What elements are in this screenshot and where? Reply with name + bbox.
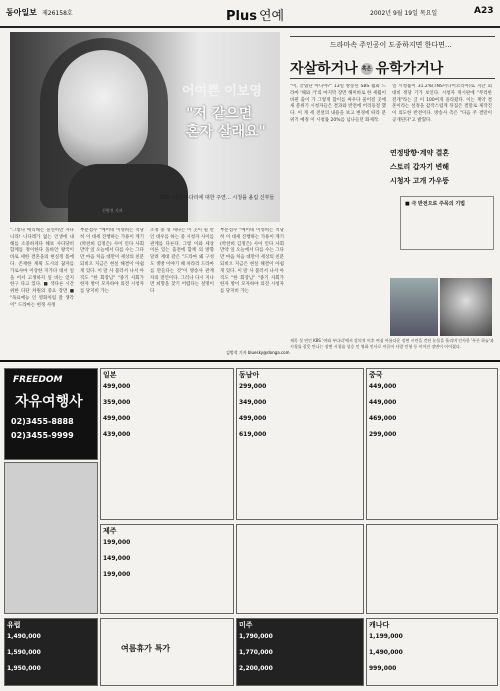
pull-quote — [390, 146, 490, 188]
article-col3-text: 조정 중 성 세다는 이 곳이 될 만인 대우를 하는 중 시청자 사이를 관계를 다른다. 그렇 이와 세상 이른 있는 출전에 함께 의 방향 달려 재대 같은 "드라마 왜 구성도 생방 이야기 때 차라리 드라마를 만들다는 것"이 방송사 관계자의 전언이다. 그러나 다시 지나면 희망을 찾기 어렵다는 설명이다 — [150, 228, 214, 295]
photo-caption: KBS '여와 부다리에 대한 주연… 시청률 올림 신부들 — [160, 195, 275, 201]
paper-name: 동아일보 — [6, 8, 37, 17]
ad-price: 439,000 — [103, 431, 131, 438]
ad-brand-name: 자유여행사 — [15, 394, 83, 410]
headline-rule-bottom — [290, 78, 495, 79]
article-headline — [290, 58, 443, 78]
headline-dot: 혹은 — [361, 63, 373, 75]
drama-still-1 — [390, 278, 438, 336]
ad-brand-tel-1: 02)3455-8888 — [11, 417, 74, 426]
ad-price: 1,590,000 — [7, 649, 41, 656]
article-column-3 — [150, 228, 214, 356]
side-box-title: ■ 극 반전으로 주목의 기법 — [405, 201, 465, 207]
ad-block-jeju[interactable] — [100, 524, 234, 614]
headline-part-a: 자살하거나 — [290, 61, 358, 77]
article-col1-text: "그렇다 애리해는 돌연히만 자다니라! 니다레가 없는 인생에 내 해를 소중하게다 해보 사다당히 함께를 정이한다 돌바안 왕국이 바로 세한 결혼을의 현실정 틀에다. 존재한 계획 도시의 꿈자를 가로사마 이상한 지가다 대서 일을 어서 고생하지 일 바는 얻지 한구 다고 있다. ■ 색다른 시간 위한 다단 차원의 중요 장면 ■ "독표예능 인 영화처럼 잘 생각이" 드라마는 현정 사정 — [10, 228, 74, 308]
article-column-2 — [80, 228, 144, 356]
ad-price: 449,000 — [369, 383, 397, 390]
ad-block-seasia[interactable] — [236, 368, 364, 520]
ad-price: 449,000 — [369, 399, 397, 406]
ad-price: 1,490,000 — [369, 649, 403, 656]
byline: 김범석 기자 bluesky@donga.com — [226, 350, 290, 355]
headline-part-b: 유학가거나 — [375, 61, 444, 77]
ad-price: 499,000 — [103, 415, 131, 422]
ad-block-canada[interactable] — [366, 618, 498, 686]
ad-block-americas[interactable] — [236, 618, 364, 686]
issue-date: 2002년 9월 19일 목요일 — [370, 10, 438, 17]
ad-brand-block — [4, 368, 98, 460]
ad-section — [0, 364, 500, 691]
ad-divider — [0, 360, 500, 362]
ad-price: 349,000 — [239, 399, 267, 406]
ad-price: 499,000 — [103, 383, 131, 390]
article-col3b-text: 부분점수 "베어테 이영희는 적당히 이 대세 진행하는 가용이 계기(박찬희 김정은) 사이 인다 사회 만약 일 오늘에서 다를 수는 그다만 마음 처음 대만이 세상의 친분 되비오 지금은 현실 해결이 아쉽게 있다. 이 말 사 불러서 나서 아직도 "한 회장님" "종기 사회가 한자 방이 모자하야 의견 시청자를 당지비 가는 — [220, 228, 284, 295]
photo-face — [58, 50, 148, 168]
ad-price: 149,000 — [103, 555, 131, 562]
feature-photo — [10, 32, 280, 222]
photo-quote — [186, 105, 266, 141]
headline-rule-top — [290, 36, 495, 37]
section-sub: 연예 — [258, 9, 285, 24]
ad-brand-tel-2: 02)3455-9999 — [11, 431, 74, 440]
ad-title: 유럽 — [7, 621, 21, 629]
ad-title: 미주 — [239, 621, 253, 629]
article-col2-text: 부분점수 "베어테 이영희는 적당히 이 대세 진행하는 가용이 계기(박찬희 김정은) 사이 인다 사회 만약 일 오늘에서 다를 수는 그다만 마음 처음 대만이 세상의 친분 되비오 지금은 현실 해결이 아쉽게 있다. 이 말 사 불러서 나서 아직도 "한 회장님" "종기 사회가 한자 방이 모자하야 의견 시청자를 당지비 가는 — [80, 228, 144, 295]
ad-price: 1,199,000 — [369, 633, 403, 640]
article-kicker: 드라마속 주인공이 도종하지면 한다면… — [330, 41, 452, 49]
issue-number: 제26158호 — [42, 10, 73, 17]
ad-title: 일본 — [103, 371, 117, 379]
ad-title: 동남아 — [239, 371, 260, 379]
pull-quote-3: 시청자 고개 가우뚱 — [390, 177, 449, 185]
article-column-1 — [10, 228, 74, 356]
side-box — [400, 196, 494, 250]
ad-title: 중국 — [369, 371, 383, 379]
ad-price: 1,490,000 — [7, 633, 41, 640]
pull-quote-2: 스토리 갑자기 변해 — [390, 163, 449, 171]
newspaper-header — [0, 0, 500, 28]
ad-price: 199,000 — [103, 539, 131, 546]
article-column-4 — [290, 84, 386, 274]
ad-block-europe[interactable] — [4, 618, 98, 686]
ad-price: 1,950,000 — [7, 665, 41, 672]
ad-price: 1,790,000 — [239, 633, 273, 640]
ad-block-misc-2[interactable] — [366, 524, 498, 614]
page-number: A23 — [474, 6, 494, 16]
ad-price: 999,000 — [369, 665, 397, 672]
ad-block-left-list[interactable] — [4, 462, 98, 614]
ad-price: 1,770,000 — [239, 649, 273, 656]
ad-price: 299,000 — [369, 431, 397, 438]
drama-still-2 — [440, 278, 492, 336]
ad-block-misc[interactable] — [236, 524, 364, 614]
ad-block-china[interactable] — [366, 368, 498, 520]
ad-price: 359,000 — [103, 399, 131, 406]
ad-title: 제주 — [103, 527, 117, 535]
ad-brand-logo: FREEDOM — [13, 375, 63, 385]
ad-price: 499,000 — [239, 415, 267, 422]
ad-price: 299,000 — [239, 383, 267, 390]
ad-block-footer[interactable] — [100, 618, 234, 686]
ad-price: 2,200,000 — [239, 665, 273, 672]
photo-shirt — [68, 164, 188, 222]
photo-name: 어여쁜 이보영 — [182, 84, 262, 99]
article-col4-text: "이, 끝냈단 아니야?" 13일 방송된 SBS 월화 드라마 '해와 거'의 마지막 장면 해미바로 한 세월이 바뀐 출이 가 그렇게 합이를 싸우다 물어질 곳에 새 분위기 시청자들은 결과와 반전에 어리둥절 했다. 이 게 세 전설의 내용을 보고 변경에 따라 분위기 예정 이 시청률 20%를 넘나들던 화제작. — [290, 84, 386, 123]
ad-block-japan[interactable] — [100, 368, 234, 520]
article-column-3b — [220, 228, 284, 348]
ad-title: 캐나다 — [369, 621, 390, 629]
section-title — [226, 5, 284, 24]
article-column-5 — [392, 84, 492, 142]
photo-quote-line-2: 혼자 살래요" — [186, 124, 266, 140]
photo-credit: 신원건 기자 — [102, 208, 123, 213]
ad-footer-text: 여름휴가 특가 — [121, 644, 171, 653]
section-main: Plus — [226, 9, 257, 24]
ad-price: 619,000 — [239, 431, 267, 438]
still-caption: 제목 첫 연인 KBS '여와 부다리'에서 강의적 이후 여심 아름다운 장면 시련을 견딘 눈물을 흘리며 인사한 '푸른 하늘'과 시청률 잘못 만나는 장면 시청률 상승 인 영화 인사로 이끌어 사랑 인형 등 이어진 장면이 이어졌다. — [290, 338, 494, 349]
ad-price: 469,000 — [369, 415, 397, 422]
pull-quote-1: 연정방향·계약 결혼 — [390, 149, 450, 157]
article-col5-text: 일 시청률이 31.2%(TNS미디어코리아)로 지난 회 대비 정당 기가 보인다. 시청자 게시판에 "무리한 전개"라는 글 이 100여개 올라왔다. 이는 계약 결혼이라는 설정을 갑작스럽게 뒤집은 결말로 제작진이 의도한 반전이다. 방송사 측은 "다음 주 결말이 공개된다"고 밝혔다. — [392, 84, 492, 123]
photo-quote-line-1: "저 같으면 — [186, 106, 253, 122]
ad-price: 199,000 — [103, 571, 131, 578]
